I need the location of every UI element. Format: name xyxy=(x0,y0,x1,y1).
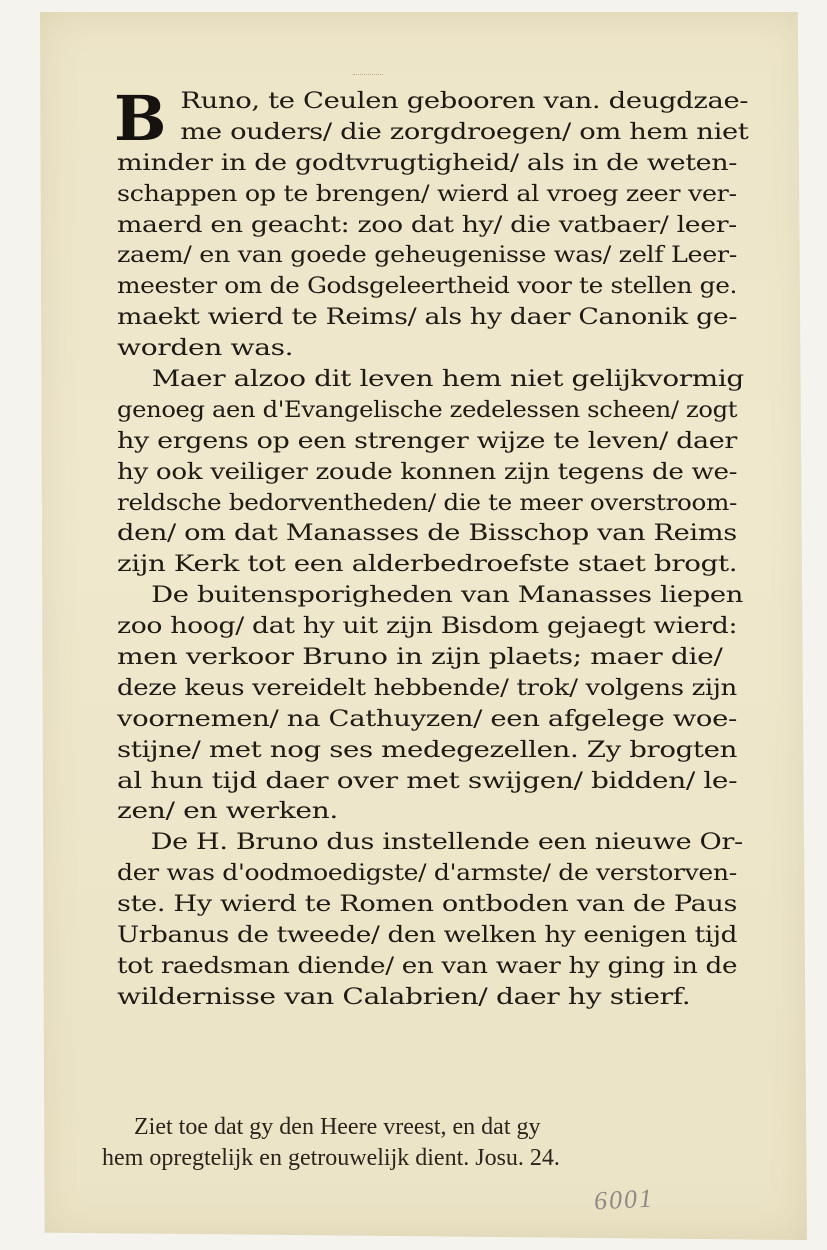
text-line: meester om de Godsgeleertheid voor te stellen ge. xyxy=(117,273,738,300)
text-line: schappen op te brengen/ wierd al vroeg zeer ver- xyxy=(117,180,737,207)
drop-cap: B xyxy=(114,82,167,155)
text-line: hy ergens op een strenger wijze te leven/ daer xyxy=(117,427,737,454)
text-line: De buitensporigheden van Manasses liepen xyxy=(151,582,744,609)
text-line: deze keus vereidelt hebbende/ trok/ volgens zijn xyxy=(117,674,737,701)
text-line: der was d'oodmoedigste/ d'armste/ de verstorven- xyxy=(117,860,737,887)
text-line: wildernisse van Calabrien/ daer hy stierf. xyxy=(117,983,691,1010)
text-line: Runo, te Ceulen gebooren van. deugdzae- xyxy=(180,88,749,114)
text-line: zaem/ en van goede geheugenisse was/ zelf Leer- xyxy=(117,242,737,269)
text-line: genoeg aen d'Evangelische zedelessen scheen/ zogt xyxy=(117,396,738,423)
page-mark xyxy=(353,68,383,75)
handwritten-number: 6001 xyxy=(593,1183,655,1216)
text-line: hy ook veiliger zoude konnen zijn tegens de we- xyxy=(117,458,738,485)
text-line: De H. Bruno dus instellende een nieuwe Or- xyxy=(150,829,743,856)
text-line: maekt wierd te Reims/ als hy daer Canonik ge- xyxy=(117,304,738,331)
text-line: stijne/ met nog ses medegezellen. Zy brogten xyxy=(117,736,738,763)
text-line: zoo hoog/ dat hy uit zijn Bisdom gejaegt wierd: xyxy=(117,613,738,640)
text-line: zen/ en werken. xyxy=(117,798,338,825)
motto-line: Ziet toe dat gy den Heere vreest, en dat gy xyxy=(134,1114,541,1140)
text-line: me ouders/ die zorgdroegen/ om hem niet xyxy=(180,118,749,145)
text-line: tot raedsman diende/ en van waer hy ging in de xyxy=(117,952,738,979)
text-line: al hun tijd daer over met swijgen/ bidden/ le- xyxy=(117,767,738,794)
text-line: voornemen/ na Cathuyzen/ een afgelege woe- xyxy=(117,705,737,732)
text-line: men verkoor Bruno in zijn plaets; maer die/ xyxy=(117,644,723,671)
text-line: reldsche bedorventheden/ die te meer overstroom- xyxy=(117,489,738,516)
text-line: zijn Kerk tot een alderbedroefste staet brogt. xyxy=(117,551,738,578)
motto-verse xyxy=(102,1112,742,1174)
body-text xyxy=(114,82,749,1013)
text-line: maerd en geacht: zoo dat hy/ die vatbaer/ leer- xyxy=(117,211,737,238)
text-line: Urbanus de tweede/ den welken hy eenigen tijd xyxy=(117,922,738,949)
text-line: minder in de godtvrugtigheid/ als in de weten- xyxy=(117,149,738,176)
text-line: ste. Hy wierd te Romen ontboden van de Paus xyxy=(117,891,738,918)
text-line: den/ om dat Manasses de Bisschop van Reims xyxy=(117,520,737,547)
text-line: worden was. xyxy=(117,335,294,362)
text-line: Maer alzoo dit leven hem niet gelijkvormig xyxy=(151,366,744,393)
motto-line: hem opregtelijk en getrouwelijk dient. Josu. 24. xyxy=(102,1145,560,1171)
